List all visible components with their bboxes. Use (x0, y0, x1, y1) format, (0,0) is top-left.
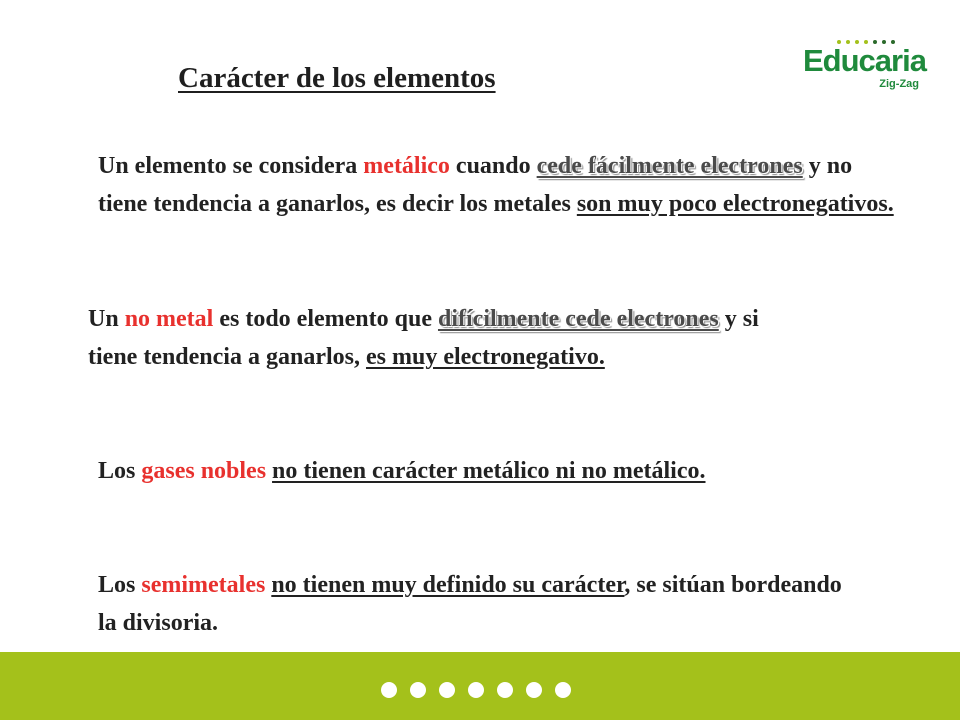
footer-dot (468, 682, 484, 698)
p2-text-c: es todo elemento que (213, 306, 438, 332)
underline-sin-caracter: no tienen carácter metálico ni no metálico. (272, 458, 706, 484)
p4-text-e: , se sitúan bordeando la divisoria. (98, 572, 842, 636)
emphasis-cede-electrones: cede fácilmente electrones (536, 153, 803, 179)
logo-subtitle: Zig-Zag (879, 78, 919, 90)
logo-wordmark: Educaria (803, 43, 926, 78)
footer-dot (497, 682, 513, 698)
footer-dot (555, 682, 571, 698)
footer-dot (381, 682, 397, 698)
term-no-metal: no metal (124, 306, 214, 332)
underline-muy-electronegativo: es muy electronegativo. (365, 344, 605, 370)
footer-dot (526, 682, 542, 698)
educaria-logo (803, 40, 926, 100)
emphasis-dificilmente-cede: difícilmente cede electrones (437, 306, 719, 332)
p1-text-c: cuando (449, 153, 537, 179)
paragraph-no-metales (88, 300, 788, 376)
paragraph-semimetales (98, 566, 858, 642)
footer-dot (410, 682, 426, 698)
slide-title: Carácter de los elementos (178, 62, 496, 94)
term-gases-nobles: gases nobles (141, 458, 267, 484)
term-semimetales: semimetales (141, 572, 266, 598)
p2-text-a: Un (88, 306, 125, 332)
term-metalico: metálico (363, 153, 450, 179)
p3-text-a: Los (98, 458, 142, 484)
underline-caracter-indefinido: no tienen muy definido su carácter (271, 572, 625, 598)
p1-text-a: Un elemento se considera (98, 153, 364, 179)
p4-text-a: Los (98, 572, 142, 598)
paragraph-gases-nobles (98, 452, 798, 490)
footer-dots-icon (381, 682, 571, 698)
footer-dot (439, 682, 455, 698)
underline-poco-electronegativos: son muy poco electronegativos. (576, 191, 894, 217)
paragraph-metales (98, 147, 898, 223)
p1-text-e: y no tiene tendencia a ganarlos, es decir los metales (98, 153, 853, 217)
p2-text-e: y si tiene tendencia a ganarlos, (88, 306, 759, 370)
